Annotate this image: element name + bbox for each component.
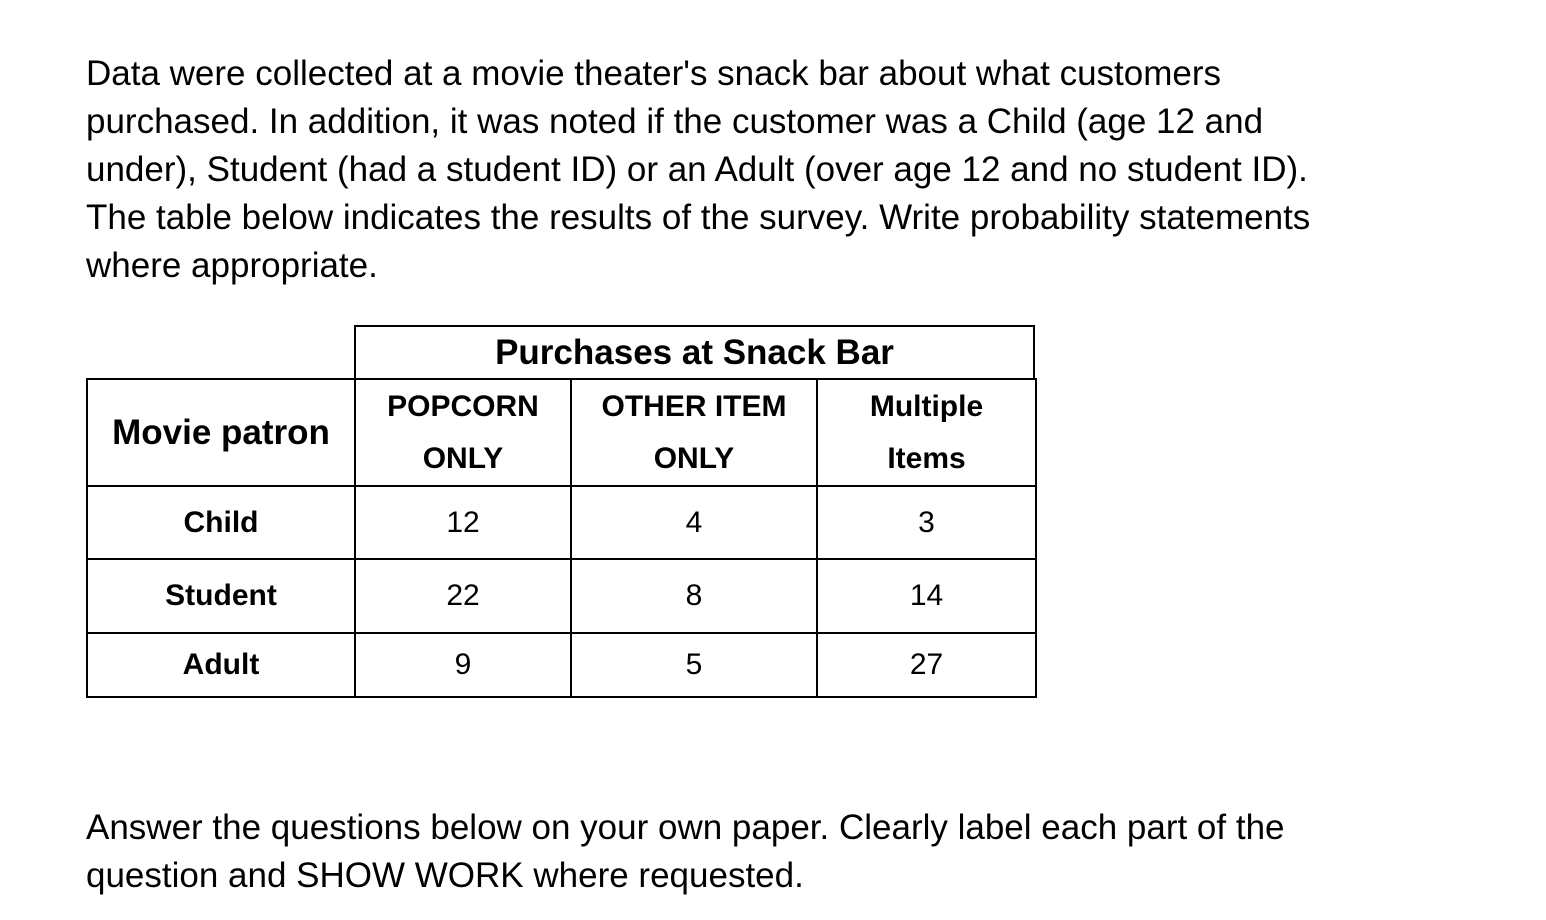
corner-header: Movie patron bbox=[87, 379, 355, 486]
table-cell: 5 bbox=[571, 633, 817, 697]
table-row-child bbox=[87, 486, 1036, 559]
column-header-line: Items bbox=[887, 441, 966, 475]
table-cell: 27 bbox=[817, 633, 1036, 697]
column-header-other-item-only bbox=[571, 379, 817, 486]
row-label: Child bbox=[87, 486, 355, 559]
column-header-line: Multiple bbox=[869, 389, 984, 423]
row-label: Student bbox=[87, 559, 355, 633]
column-header-line: ONLY bbox=[653, 441, 735, 475]
table-cell: 14 bbox=[817, 559, 1036, 633]
row-label: Adult bbox=[87, 633, 355, 697]
table-cell: 12 bbox=[355, 486, 571, 559]
instructions-paragraph: Answer the questions below on your own paper. Clearly label each part of the question and SHOW WORK where requested. bbox=[86, 808, 1285, 895]
column-header-line: OTHER ITEM bbox=[601, 389, 787, 423]
column-header-multiple-items bbox=[817, 379, 1036, 486]
table-title: Purchases at Snack Bar bbox=[354, 325, 1035, 378]
purchases-table bbox=[86, 378, 1037, 698]
table-header-row bbox=[87, 379, 1036, 486]
table-cell: 22 bbox=[355, 559, 571, 633]
table-cell: 3 bbox=[817, 486, 1036, 559]
column-header-line: POPCORN bbox=[387, 389, 539, 423]
table-cell: 9 bbox=[355, 633, 571, 697]
column-header-popcorn-only bbox=[355, 379, 571, 486]
table-row-student bbox=[87, 559, 1036, 633]
table-row-adult bbox=[87, 633, 1036, 697]
intro-paragraph: Data were collected at a movie theater's snack bar about what customers purchased. In addition, it was noted if the customer was a Child (age 12 and under), Student (had a student ID) or an Adult (over age 12 and no student ID). The table below indicates the results of the survey. Write probability statements where appropriate. bbox=[86, 54, 1311, 285]
table-cell: 8 bbox=[571, 559, 817, 633]
column-header-line: ONLY bbox=[422, 441, 504, 475]
table-cell: 4 bbox=[571, 486, 817, 559]
